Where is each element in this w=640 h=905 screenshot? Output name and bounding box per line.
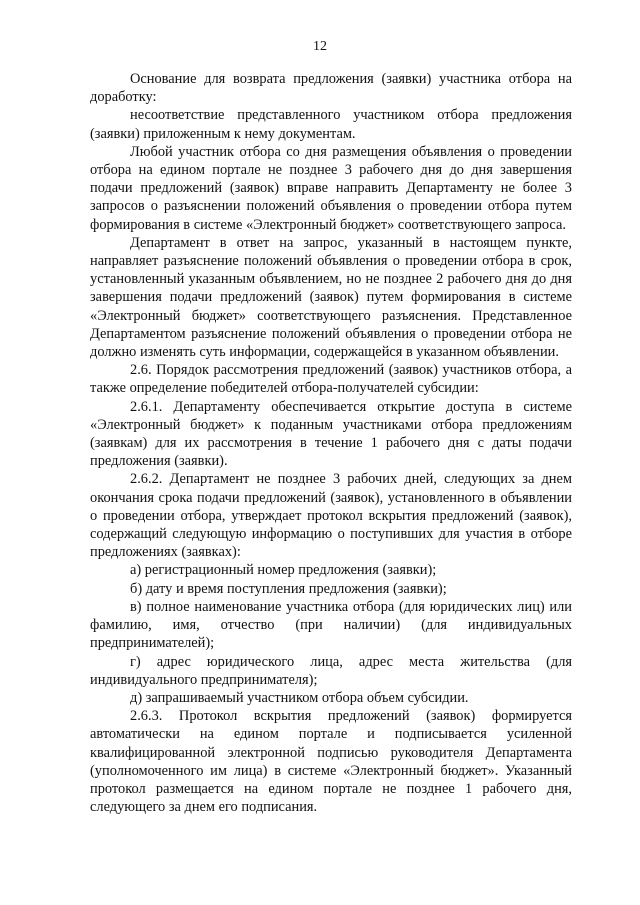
paragraph: несоответствие представленного участником отбора предложения (заявки) приложенным к нему документам. <box>90 107 572 142</box>
list-item-b: б) дату и время поступления предложения (заявки); <box>130 580 447 597</box>
paragraph: Любой участник отбора со дня размещения объявления о проведении отбора на едином портале не позднее 3 рабочего дня до дня завершения подачи предложений (заявок) вправе направить Департаменту не более 3 запросов о разъяснении положений объявления о проведении отбора путем формирования в системе «Электронный бюджет» соответствующего запроса. <box>90 143 572 233</box>
list-item-d: д) запрашиваемый участником отбора объем субсидии. <box>130 689 469 706</box>
paragraph-2-6-2: 2.6.2. Департамент не позднее 3 рабочих дней, следующих за днем окончания срока подачи предложений (заявок), установленного в объявлении о проведении отбора, утверждает протокол вскрытия предложений (заявок), содержащий следующую информацию о поступивших для участия в отборе предложениях (заявках): <box>90 471 572 561</box>
page-number: 12 <box>313 39 327 54</box>
paragraph: Департамент в ответ на запрос, указанный в настоящем пункте, направляет разъяснение положений объявления о проведении отбора в срок, установленный указанным объявлением, но не позднее 2 рабочего дня до дня завершения подачи предложений (заявок) путем формирования в системе «Электронный бюджет» соответствующего разъяснения. Представленное Департаментом разъяснение положений объявления о проведении отбора не должно изменять суть информации, содержащейся в указанном объявлении. <box>90 234 572 361</box>
section-heading-2-6: 2.6. Порядок рассмотрения предложений (заявок) участников отбора, а также определение победителей отбора-получателей субсидии: <box>90 362 572 397</box>
list-item-g: г) адрес юридического лица, адрес места жительства (для индивидуального предпринимателя); <box>90 653 572 688</box>
paragraph: Основание для возврата предложения (заявки) участника отбора на доработку: <box>90 71 572 106</box>
document-body <box>90 70 572 816</box>
paragraph-2-6-1: 2.6.1. Департаменту обеспечивается открытие доступа в системе «Электронный бюджет» к поданным участниками отбора предложениям (заявкам) для их рассмотрения в течение 1 рабочего дня с даты подачи предложения (заявки). <box>90 398 572 470</box>
paragraph-2-6-3: 2.6.3. Протокол вскрытия предложений (заявок) формируется автоматически на едином портале и подписывается усиленной квалифицированной электронной подписью руководителя Департамента (уполномоченного им лица) в системе «Электронный бюджет». Указанный протокол размещается на едином портале не позднее 1 рабочего дня, следующего за днем его подписания. <box>90 708 572 816</box>
list-item-v: в) полное наименование участника отбора (для юридических лиц) или фамилию, имя, отчество (при наличии) (для индивидуальных предпринимателей); <box>90 598 572 652</box>
list-item-a: а) регистрационный номер предложения (заявки); <box>130 562 437 579</box>
